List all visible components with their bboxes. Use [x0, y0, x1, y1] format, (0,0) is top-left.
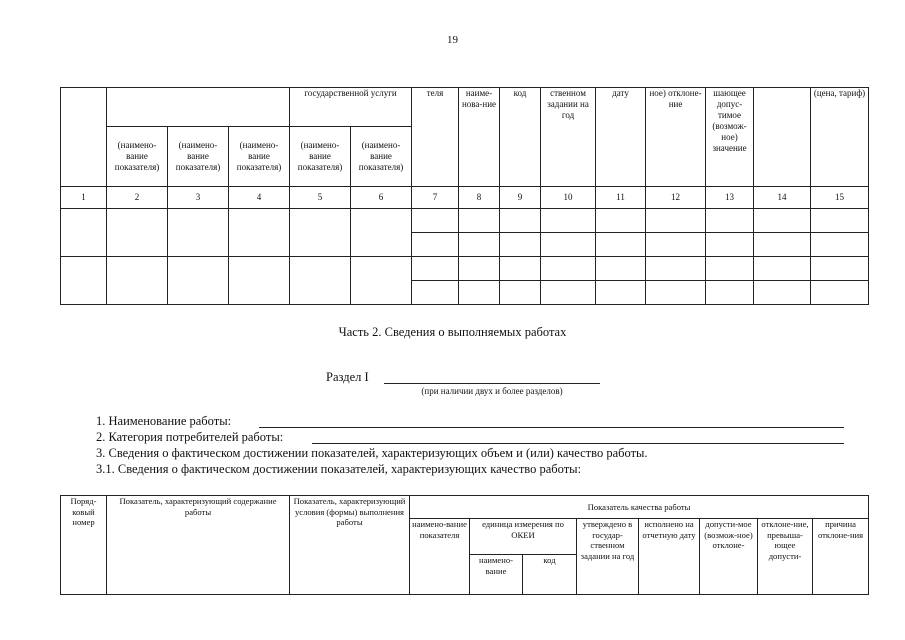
col-okei-unit: единица измерения по ОКЕИ: [470, 519, 577, 555]
col-approved: утверждено в государ-ственном задании на год: [577, 519, 639, 595]
subheader-cell: (наимено-вание показателя): [107, 127, 168, 187]
consumer-category-fill-line: [312, 431, 844, 444]
column-number: 5: [290, 187, 351, 209]
column-number: 4: [229, 187, 290, 209]
col-unit-code: код: [523, 555, 577, 595]
work-name-fill-line: [259, 415, 844, 428]
header-cell-8: наиме-нова-ние: [459, 88, 500, 187]
column-number: 7: [412, 187, 459, 209]
table-row: [61, 209, 869, 233]
header-cell-7: теля: [412, 88, 459, 187]
section-hint: (при наличии двух и более разделов): [421, 386, 563, 396]
column-number: 1: [61, 187, 107, 209]
header-cell-11: дату: [596, 88, 646, 187]
header-cell-conditions: государственной услуги: [290, 88, 412, 127]
col-work-conditions: Показатель, характеризующий условия (формы) выполнения работы: [290, 496, 410, 595]
header-cell-12: ное) отклоне-ние: [646, 88, 706, 187]
column-number: 13: [706, 187, 754, 209]
column-number: 15: [811, 187, 869, 209]
column-number: 14: [754, 187, 811, 209]
header-cell-13: шающее допус-тимое (возмож-ное) значение: [706, 88, 754, 187]
col-deviation-reason: причина отклоне-ния: [813, 519, 869, 595]
header-cell-10: ственном задании на год: [541, 88, 596, 187]
column-number: 11: [596, 187, 646, 209]
subheader-cell: (наимено-вание показателя): [290, 127, 351, 187]
subheader-cell: (наимено-вание показателя): [168, 127, 229, 187]
work-quality-table: [60, 495, 869, 595]
header-cell-content: [107, 88, 290, 127]
header-cell-1: [61, 88, 107, 187]
services-results-table: [60, 87, 869, 305]
item-actual-achievement: 3. Сведения о фактическом достижении показателей, характеризующих объем и (или) качество работы.: [96, 446, 648, 460]
column-number: 8: [459, 187, 500, 209]
header-cell-15: (цена, тариф): [811, 88, 869, 187]
header-cell-9: код: [500, 88, 541, 187]
subheader-cell: (наимено-вание показателя): [229, 127, 290, 187]
col-allowed-deviation: допусти-мое (возмож-ное) отклоне-: [700, 519, 758, 595]
column-number: 12: [646, 187, 706, 209]
item-quality-achievement: 3.1. Сведения о фактическом достижении показателей, характеризующих качество работы:: [96, 462, 582, 476]
section-fill-line: [384, 383, 600, 384]
table-row: [61, 257, 869, 281]
header-cell-14: [754, 88, 811, 187]
col-quality-group: Показатель качества работы: [410, 496, 869, 519]
column-number: 10: [541, 187, 596, 209]
column-number: 9: [500, 187, 541, 209]
subheader-cell: (наимено-вание показателя): [351, 127, 412, 187]
col-excess-deviation: отклоне-ние, превыша-ющее допусти-: [758, 519, 813, 595]
column-number: 2: [107, 187, 168, 209]
column-number: 3: [168, 187, 229, 209]
col-indicator-name: наимено-вание показателя: [410, 519, 470, 595]
col-work-content: Показатель, характеризующий содержание работы: [107, 496, 290, 595]
col-unit-name: наимено-вание: [470, 555, 523, 595]
col-executed: исполнено на отчетную дату: [639, 519, 700, 595]
col-order-number: Поряд-ковый номер: [61, 496, 107, 595]
item-work-name: 1. Наименование работы:: [96, 414, 232, 428]
column-number: 6: [351, 187, 412, 209]
section-label: Раздел I: [326, 370, 369, 384]
item-consumer-category: 2. Категория потребителей работы:: [96, 430, 284, 444]
page-number: 19: [447, 34, 458, 46]
part-title: Часть 2. Сведения о выполняемых работах: [338, 325, 567, 339]
